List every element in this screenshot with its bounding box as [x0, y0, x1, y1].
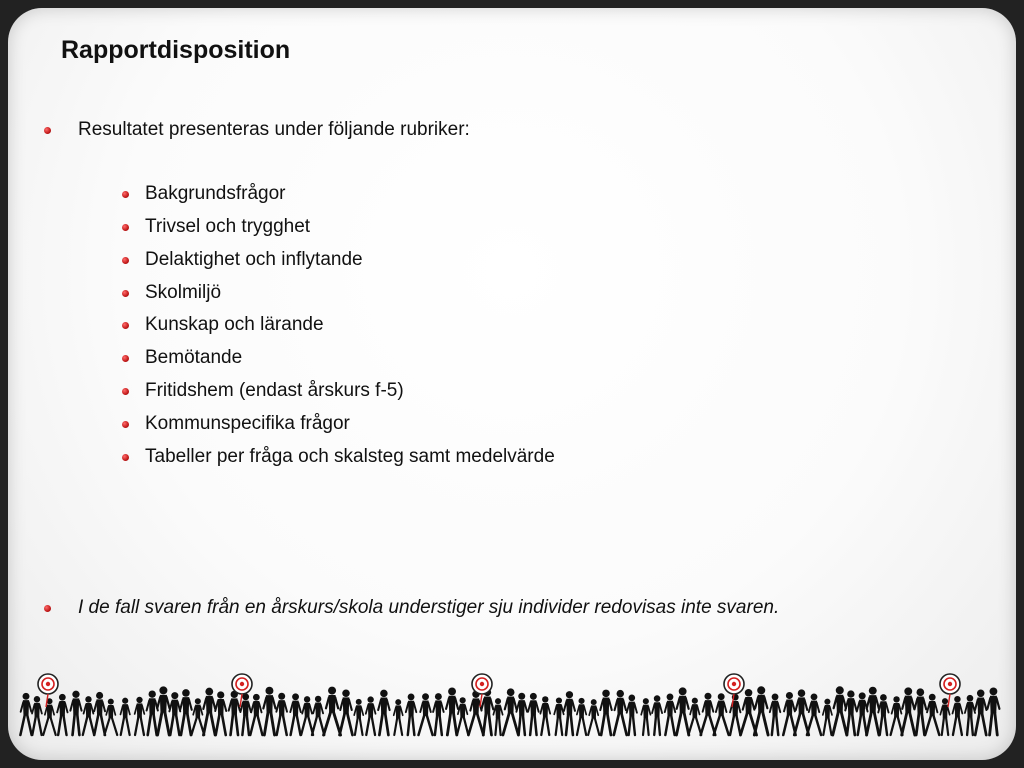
walking-person-icon [43, 698, 55, 735]
list-item [122, 446, 555, 468]
walking-person-icon [701, 693, 716, 735]
list-item-text: Tabeller per fråga och skalsteg samt medelvärde [145, 446, 555, 467]
walking-person-icon [902, 687, 915, 735]
walking-person-icon [340, 689, 353, 735]
walking-person-icon [652, 695, 662, 735]
walking-person-icon [229, 691, 240, 735]
walking-person-icon [516, 693, 527, 735]
walking-person-icon [290, 693, 301, 735]
bullet-icon [122, 355, 129, 362]
walking-person-icon [240, 693, 251, 735]
walking-person-icon [577, 698, 586, 735]
walking-person-icon [665, 693, 675, 735]
walking-person-icon [987, 687, 999, 735]
list-item [122, 282, 221, 304]
walking-person-icon [891, 696, 903, 735]
walking-person-icon [714, 693, 729, 735]
walking-person-icon [94, 692, 105, 735]
walking-person-icon [147, 690, 158, 735]
walking-person-icon [953, 696, 963, 735]
walking-person-icon [433, 693, 444, 735]
walking-person-icon [169, 692, 180, 735]
walking-person-icon [70, 691, 81, 735]
intro-bullet [44, 119, 470, 141]
walking-person-icon [914, 688, 926, 735]
bullet-icon [122, 224, 129, 231]
list-item [122, 380, 404, 402]
walking-person-icon [783, 692, 795, 735]
walking-person-icon [32, 696, 42, 735]
slide-title: Rapportdisposition [61, 36, 291, 64]
walking-person-icon [965, 695, 975, 735]
walking-person-icon [446, 688, 458, 735]
walking-person-icon [754, 686, 768, 735]
list-item-text: Fritidshem (endast årskurs f-5) [145, 380, 404, 401]
walking-person-icon [823, 699, 832, 735]
walking-person-icon [564, 691, 575, 735]
walking-person-icon [180, 689, 192, 735]
walking-person-icon [301, 696, 313, 735]
walking-person-icon [276, 693, 287, 735]
walking-person-icon [120, 698, 129, 735]
walking-person-icon [676, 687, 688, 735]
walking-person-icon [457, 697, 468, 735]
walking-people-silhouettes [20, 686, 999, 735]
walking-person-icon [627, 695, 637, 735]
bullet-icon [122, 191, 129, 198]
list-item-text: Bakgrundsfrågor [145, 183, 286, 204]
walking-person-icon [378, 690, 389, 735]
list-item-text: Bemötande [145, 347, 243, 368]
intro-text: Resultatet presenteras under följande rubriker: [78, 119, 470, 140]
walking-person-icon [741, 689, 757, 735]
walking-person-icon [730, 694, 740, 735]
bullet-icon [122, 454, 129, 461]
walking-person-icon [845, 690, 856, 735]
walking-person-icon [135, 697, 145, 735]
walking-person-icon [975, 690, 986, 735]
walking-person-icon [857, 692, 868, 735]
bullet-icon [122, 388, 129, 395]
walking-person-icon [688, 698, 701, 735]
walking-person-icon [354, 699, 363, 735]
list-item-text: Skolmiljö [145, 282, 222, 303]
walking-person-icon [263, 687, 275, 735]
walking-person-icon [600, 690, 611, 735]
walking-person-icon [366, 696, 376, 735]
walking-person-icon [406, 693, 416, 735]
walking-person-icon [215, 691, 226, 735]
walking-person-icon [104, 699, 117, 735]
walking-person-icon [394, 699, 403, 735]
bullet-icon [122, 290, 129, 297]
list-item-text: Delaktighet och inflytande [145, 249, 363, 270]
walking-person-icon [83, 696, 94, 735]
crowd-illustration [8, 663, 1016, 753]
walking-person-icon [614, 690, 627, 735]
walking-person-icon [324, 687, 341, 735]
list-item-text: Kommunspecifika frågor [145, 413, 350, 434]
list-item-text: Kunskap och lärande [145, 314, 324, 335]
list-item [122, 249, 363, 271]
list-item [122, 347, 242, 369]
bullet-icon [122, 421, 129, 428]
list-item [122, 183, 285, 205]
note-bullet [44, 597, 779, 619]
list-item [122, 413, 350, 435]
walking-person-icon [925, 694, 939, 735]
bullet-icon [44, 127, 51, 134]
walking-person-icon [481, 688, 493, 735]
walking-person-icon [540, 696, 550, 735]
walking-person-icon [807, 693, 821, 735]
walking-person-icon [641, 698, 650, 735]
list-item-text: Trivsel och trygghet [145, 216, 311, 237]
list-item [122, 216, 310, 238]
bullet-icon [122, 322, 129, 329]
walking-person-icon [312, 696, 324, 735]
walking-person-icon [20, 693, 31, 735]
list-item [122, 314, 324, 336]
bullet-icon [122, 257, 129, 264]
walking-person-icon [770, 693, 780, 735]
walking-person-icon [157, 686, 169, 735]
walking-person-icon [191, 698, 204, 735]
slide [8, 8, 1016, 760]
walking-person-icon [57, 694, 67, 735]
walking-person-icon [867, 687, 879, 735]
walking-person-icon [493, 698, 502, 735]
walking-person-icon [878, 694, 888, 735]
note-text: I de fall svaren från en årskurs/skola understiger sju individer redovisas inte svaren. [78, 597, 780, 618]
walking-person-icon [250, 694, 262, 735]
walking-person-icon [794, 689, 808, 735]
walking-person-icon [554, 697, 563, 735]
walking-person-icon [528, 693, 539, 735]
walking-person-icon [588, 699, 599, 735]
walking-person-icon [203, 688, 215, 735]
walking-person-icon [418, 693, 432, 735]
bullet-icon [44, 605, 51, 612]
